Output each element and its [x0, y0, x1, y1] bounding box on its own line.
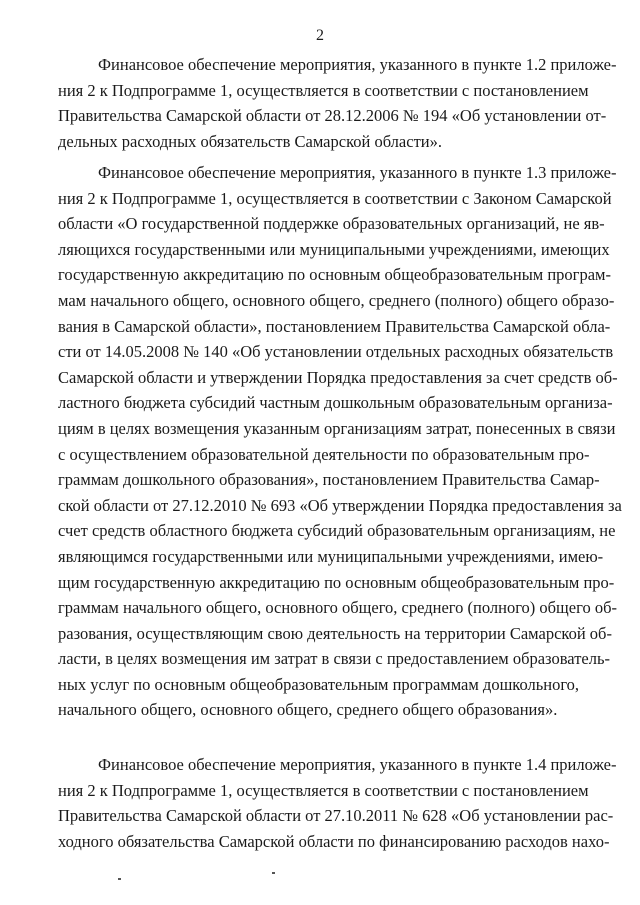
text-line: Финансовое обеспечение мероприятия, указанного в пункте 1.3 приложе-: [98, 163, 617, 182]
text-line: разования, осуществляющим свою деятельность на территории Самарской об-: [58, 623, 612, 643]
text-line: сти от 14.05.2008 № 140 «Об установлении отдельных расходных обязательств: [58, 342, 614, 362]
text-line: граммам дошкольного образования», постановлением Правительства Самар-: [58, 470, 600, 490]
text-line: государственную аккредитацию по основным общеобразовательным програм-: [58, 265, 611, 285]
text-line: ния 2 к Подпрограмме 1, осуществляется в соответствии с Законом Самарской: [58, 188, 612, 208]
paragraph-2: [58, 160, 622, 723]
text-line: счет средств областного бюджета субсидий образовательным организациям, не: [58, 521, 616, 541]
text-line: Правительства Самарской области от 28.12.2006 № 194 «Об установлении от-: [58, 106, 607, 126]
text-line: Финансовое обеспечение мероприятия, указанного в пункте 1.2 приложе-: [98, 55, 617, 74]
text-line: циям в целях возмещения указанным организациям затрат, понесенных в связи: [58, 418, 616, 438]
text-line: ласти, в целях возмещения им затрат в связи с предоставлением образователь-: [58, 649, 610, 669]
text-line: вания в Самарской области», постановлением Правительства Самарской обла-: [58, 316, 611, 336]
text-line: дельных расходных обязательств Самарской области».: [58, 131, 442, 151]
text-line: щим государственную аккредитацию по основным общеобразовательным про-: [58, 572, 615, 592]
text-line: Финансовое обеспечение мероприятия, указанного в пункте 1.4 приложе-: [98, 755, 617, 774]
text-line: Самарской области и утверждении Порядка предоставления за счет средств об-: [58, 367, 618, 387]
page-number: 2: [316, 27, 324, 44]
text-line: ния 2 к Подпрограмме 1, осуществляется в соответствии с постановлением: [58, 80, 589, 100]
text-line: начального общего, основного общего, среднего общего образования».: [58, 700, 558, 720]
scan-speck: [272, 872, 275, 874]
text-line: граммам начального общего, основного общего, среднего (полного) общего об-: [58, 598, 617, 618]
text-line: ластного бюджета субсидий частным дошкольным образовательным организа-: [58, 393, 613, 413]
text-line: мам начального общего, основного общего, среднего (полного) общего образо-: [58, 290, 615, 310]
text-line: ляющихся государственными или муниципальными учреждениями, имеющих: [58, 239, 610, 259]
text-line: области «О государственной поддержке образовательных организаций, не яв-: [58, 214, 605, 234]
text-line: Правительства Самарской области от 27.10.2011 № 628 «Об установлении рас-: [58, 806, 614, 826]
text-line: ния 2 к Подпрограмме 1, осуществляется в соответствии с постановлением: [58, 780, 589, 800]
scan-speck: [118, 878, 121, 880]
text-line: являющимся государственными или муниципальными учреждениями, имею-: [58, 546, 604, 566]
text-line: с осуществлением образовательной деятельности по образовательным про-: [58, 444, 590, 464]
text-line: ской области от 27.12.2010 № 693 «Об утверждении Порядка предоставления за: [58, 495, 622, 515]
paragraph-3: [58, 752, 617, 854]
text-line: ных услуг по основным общеобразовательным программам дошкольного,: [58, 674, 580, 694]
paragraph-1: [58, 52, 617, 154]
text-line: ходного обязательства Самарской области по финансированию расходов нахо-: [58, 831, 610, 851]
